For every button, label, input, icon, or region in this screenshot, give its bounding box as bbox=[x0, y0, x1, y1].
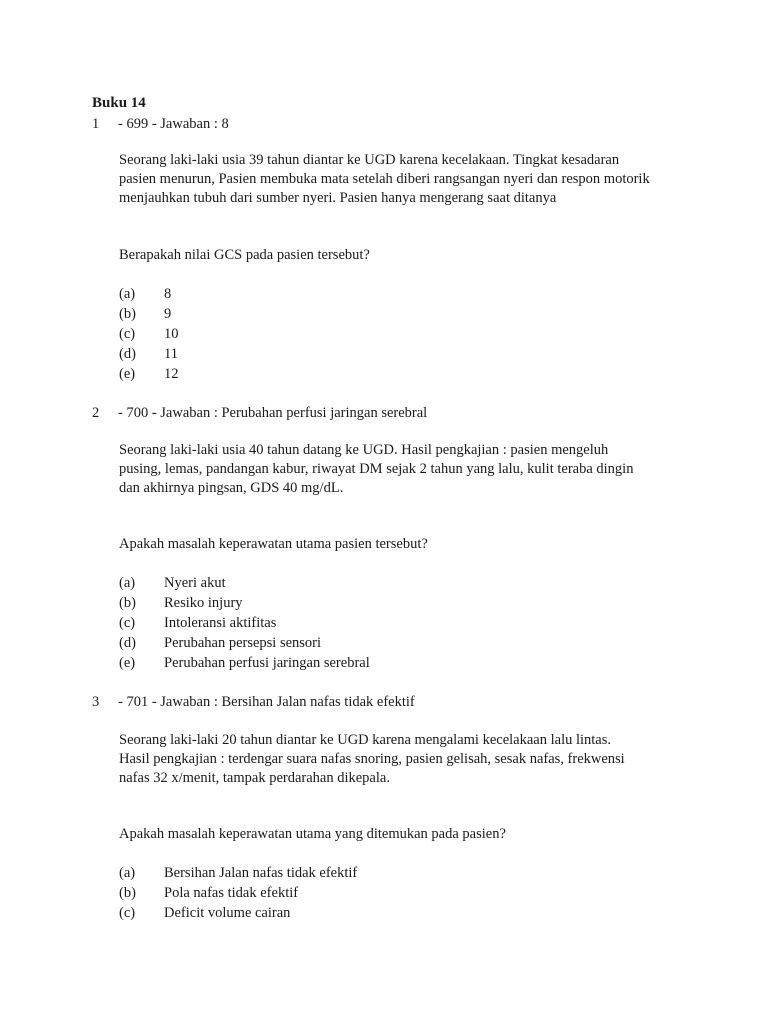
question-3-options bbox=[119, 863, 357, 923]
question-meta: - 701 - Jawaban : Bersihan Jalan nafas tidak efektif bbox=[118, 694, 415, 710]
question-text-line: Seorang laki-laki usia 40 tahun datang ke UGD. Hasil pengkajian : pasien mengeluh bbox=[119, 442, 609, 458]
question-text-line: pasien menurun, Pasien membuka mata setelah diberi rangsangan nyeri dan respon motorik bbox=[119, 171, 650, 187]
option-item bbox=[119, 593, 370, 613]
option-letter: (d) bbox=[119, 635, 136, 651]
option-text: Pola nafas tidak efektif bbox=[164, 885, 299, 901]
option-text: Bersihan Jalan nafas tidak efektif bbox=[164, 865, 358, 881]
option-item bbox=[119, 633, 370, 653]
option-text: 9 bbox=[164, 306, 172, 322]
option-text: Perubahan perfusi jaringan serebral bbox=[164, 655, 370, 671]
option-letter: (a) bbox=[119, 865, 136, 881]
option-item bbox=[119, 883, 357, 903]
option-item bbox=[119, 653, 370, 673]
option-item bbox=[119, 344, 179, 364]
option-item bbox=[119, 304, 179, 324]
option-letter: (e) bbox=[119, 655, 136, 671]
option-letter: (c) bbox=[119, 615, 136, 631]
option-letter: (b) bbox=[119, 885, 136, 901]
option-text: 8 bbox=[164, 286, 172, 302]
option-item bbox=[119, 613, 370, 633]
question-text-line: pusing, lemas, pandangan kabur, riwayat DM sejak 2 tahun yang lalu, kulit teraba dingin bbox=[119, 461, 634, 477]
option-item bbox=[119, 324, 179, 344]
option-letter: (c) bbox=[119, 905, 136, 921]
question-text-line: dan akhirnya pingsan, GDS 40 mg/dL. bbox=[119, 480, 344, 496]
option-letter: (a) bbox=[119, 286, 136, 302]
option-item bbox=[119, 903, 357, 923]
question-3-text bbox=[119, 731, 679, 788]
question-2-prompt: Apakah masalah keperawatan utama pasien tersebut? bbox=[119, 536, 428, 552]
option-text: 12 bbox=[164, 366, 179, 382]
option-text: 11 bbox=[164, 346, 178, 362]
option-letter: (c) bbox=[119, 326, 136, 342]
question-number: 2 bbox=[92, 405, 100, 421]
question-2-options bbox=[119, 573, 370, 673]
question-1-text bbox=[119, 151, 679, 208]
option-item bbox=[119, 863, 357, 883]
option-item bbox=[119, 284, 179, 304]
option-text: Nyeri akut bbox=[164, 575, 226, 591]
option-text: 10 bbox=[164, 326, 179, 342]
option-text: Perubahan persepsi sensori bbox=[164, 635, 322, 651]
option-item bbox=[119, 573, 370, 593]
question-text-line: nafas 32 x/menit, tampak perdarahan dikepala. bbox=[119, 770, 390, 786]
question-text-line: menjauhkan tubuh dari sumber nyeri. Pasien hanya mengerang saat ditanya bbox=[119, 190, 557, 206]
option-text: Intoleransi aktifitas bbox=[164, 615, 277, 631]
question-3-prompt: Apakah masalah keperawatan utama yang ditemukan pada pasien? bbox=[119, 826, 506, 842]
question-number: 3 bbox=[92, 694, 100, 710]
question-number: 1 bbox=[92, 116, 100, 132]
question-text-line: Hasil pengkajian : terdengar suara nafas snoring, pasien gelisah, sesak nafas, frekwensi bbox=[119, 751, 625, 767]
option-letter: (b) bbox=[119, 306, 136, 322]
question-text-line: Seorang laki-laki usia 39 tahun diantar ke UGD karena kecelakaan. Tingkat kesadaran bbox=[119, 152, 620, 168]
question-meta: - 699 - Jawaban : 8 bbox=[118, 116, 229, 132]
question-1-prompt: Berapakah nilai GCS pada pasien tersebut? bbox=[119, 247, 370, 263]
option-item bbox=[119, 364, 179, 384]
document-title: Buku 14 bbox=[92, 95, 146, 111]
question-meta: - 700 - Jawaban : Perubahan perfusi jaringan serebral bbox=[118, 405, 428, 421]
option-letter: (e) bbox=[119, 366, 136, 382]
option-text: Resiko injury bbox=[164, 595, 243, 611]
question-1-options bbox=[119, 284, 179, 384]
option-letter: (a) bbox=[119, 575, 136, 591]
option-text: Deficit volume cairan bbox=[164, 905, 291, 921]
option-letter: (b) bbox=[119, 595, 136, 611]
question-text-line: Seorang laki-laki 20 tahun diantar ke UGD karena mengalami kecelakaan lalu lintas. bbox=[119, 732, 612, 748]
question-2-text bbox=[119, 441, 679, 498]
option-letter: (d) bbox=[119, 346, 136, 362]
